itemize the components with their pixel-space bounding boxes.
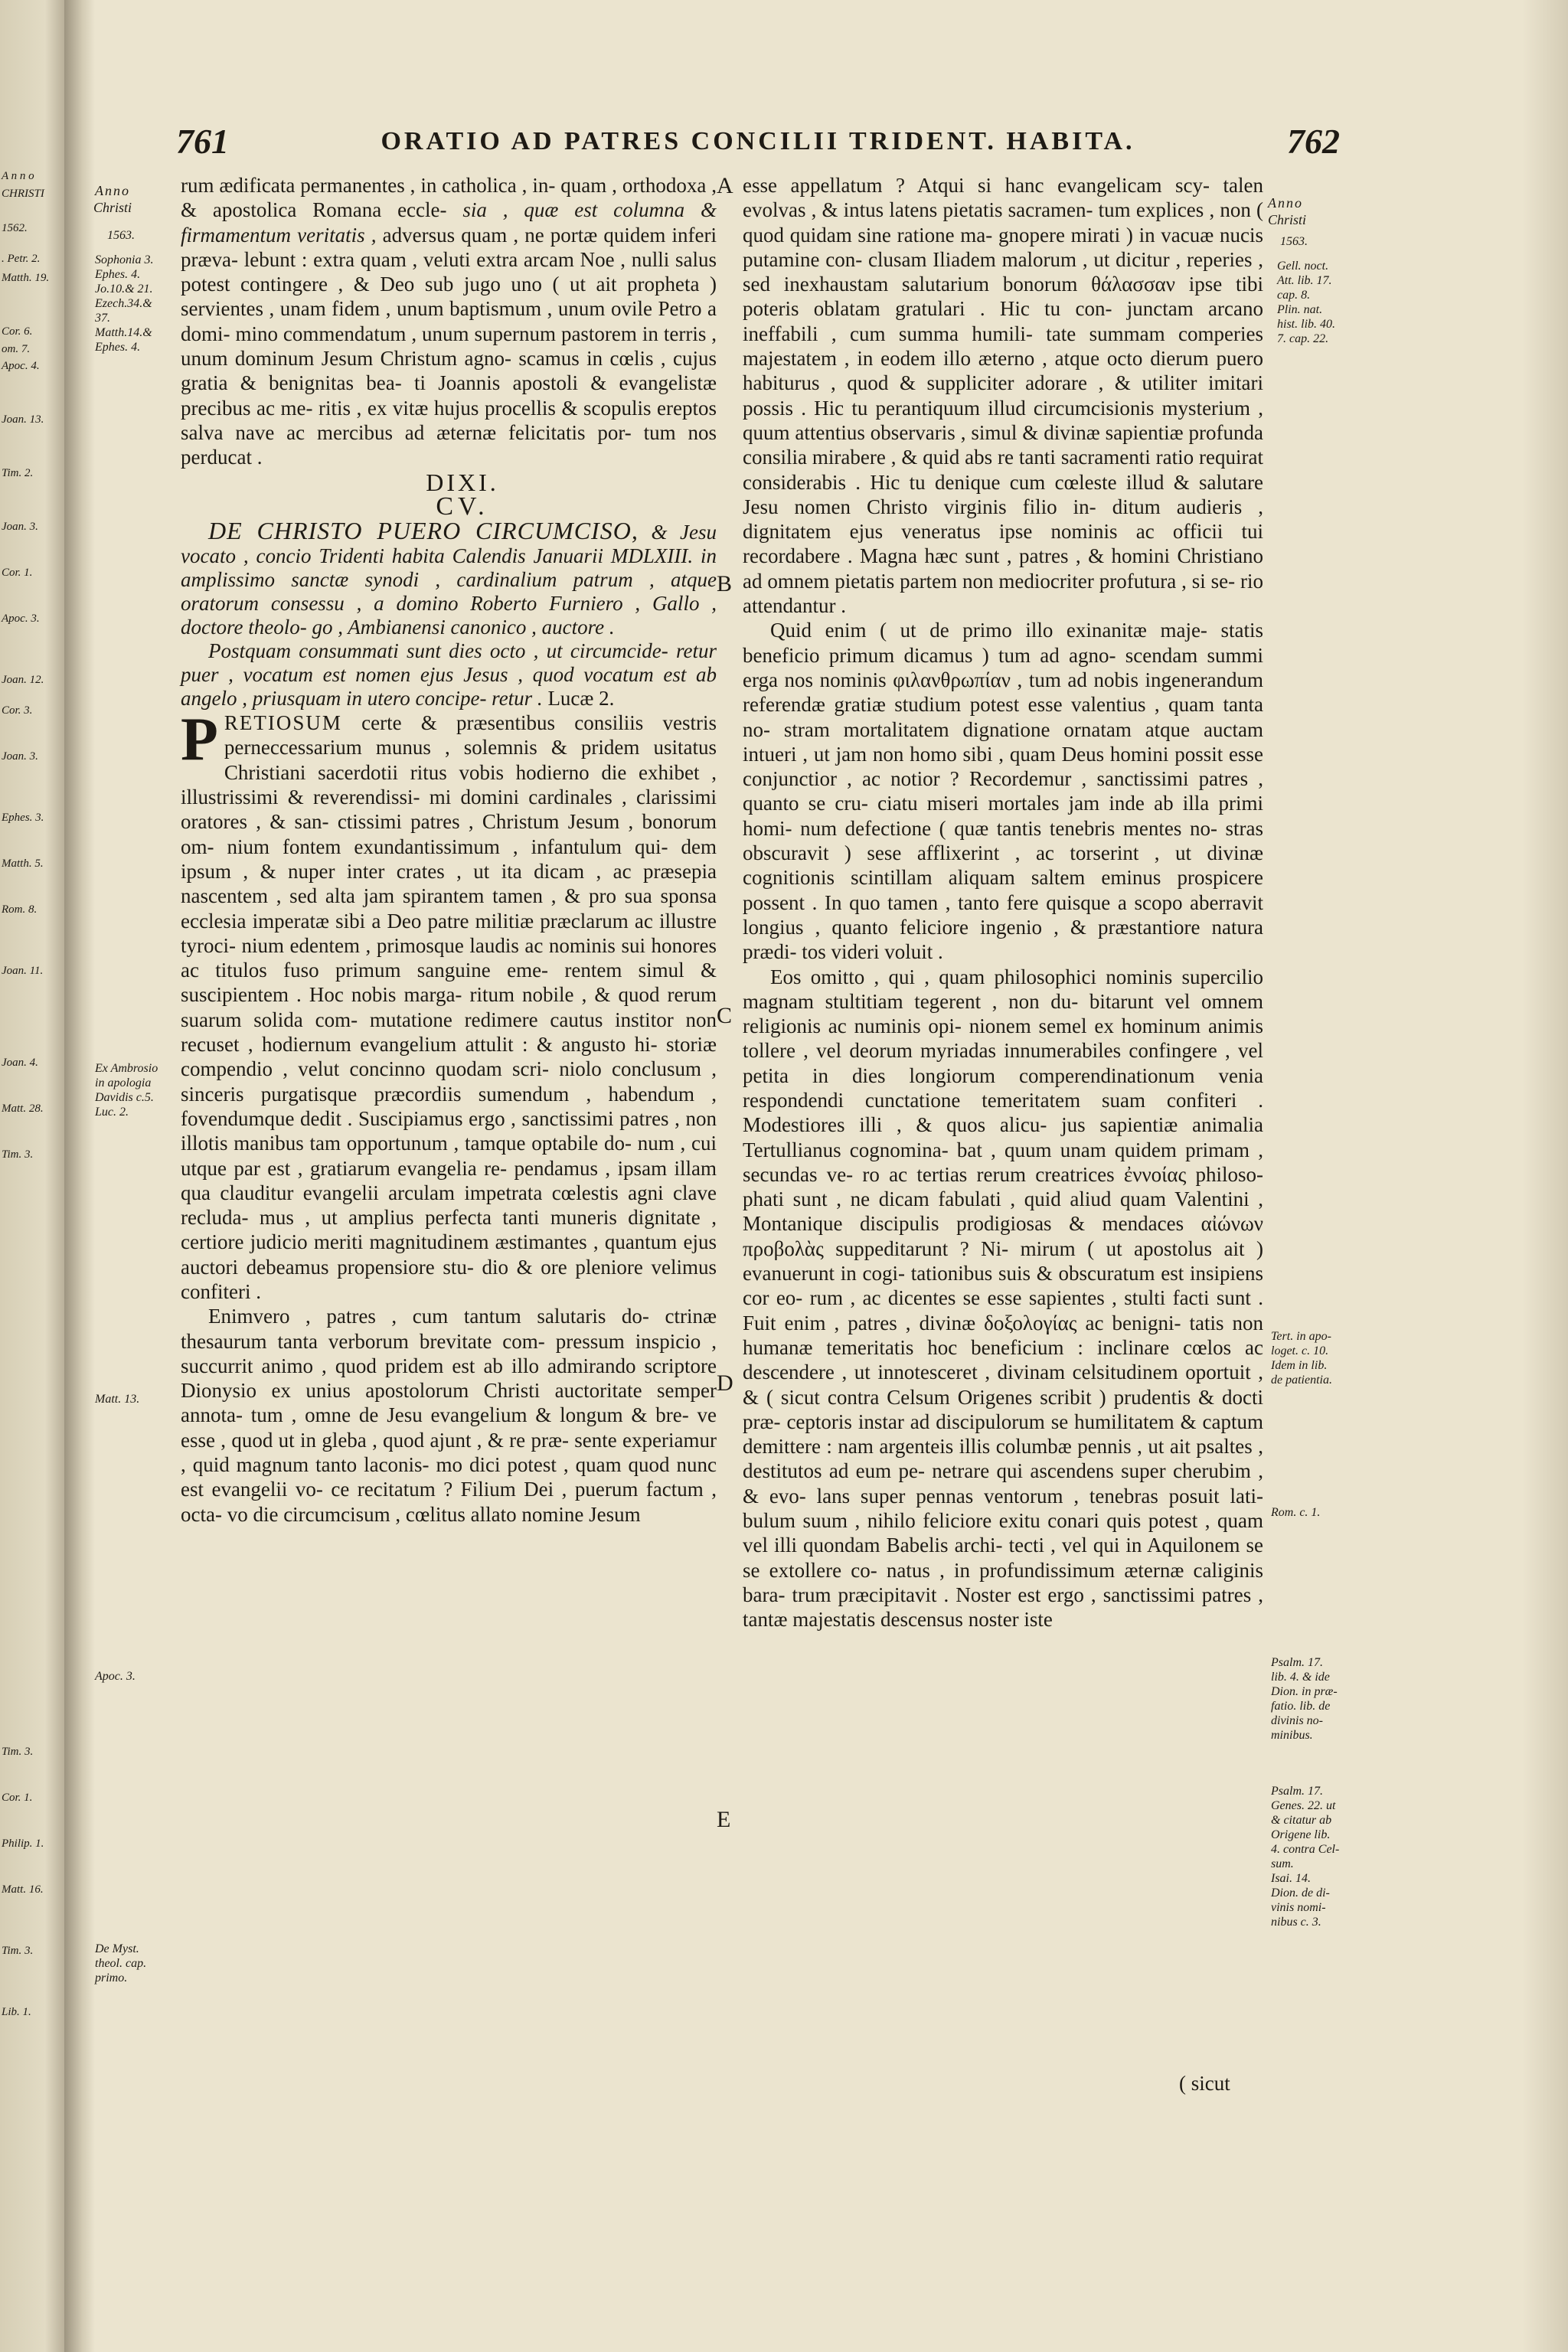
text-line: salva nave ac mercibus ad æternæ felicitatis por-: [181, 420, 632, 444]
text-line: ritis , ex vitæ hujus procellis & scopulis ereptos: [318, 396, 717, 420]
text-line: sia , quæ est columna & firmamentum veritatis ,: [181, 198, 717, 247]
prev-page-fragment: Joan. 12.: [2, 674, 44, 686]
right-column: [743, 173, 1263, 1632]
prev-page-fragment: Tim. 3.: [2, 1148, 34, 1161]
section-number: CV.: [436, 492, 489, 521]
prev-page-fragment: CHRISTI: [2, 188, 44, 200]
sermon-title-rest: & Jesu vocato , concio Tridenti habita Calendis Januarii MDLXIII. in amplissimo sanctæ synodi , cardinalium patrum , atque oratorum consessu , a domino Roberto Furniero , Gallo , doctore theolo- go , Ambianensi canonico , auctore .: [181, 521, 717, 639]
margin-anno-left: Anno: [95, 183, 130, 198]
paragraph-text: certe & præsentibus consiliis vestris perneccessarium munus , solemnis & pridem usitatus Christiani sacerdotii ritus vobis hodierno die exhibet , illustrissimi & reverendissi- mi domini cardinales , clarissimi oratores , & san- ctissimi patres , Christum Jesum , bonorum om- nium fontem exundantissimum , infantulum qui- dem ipsum , & nuper inter crates , ut ita dicam , ac præsepia nascentem , sed alta jam spirantem tamen , & pro sua sponsa ecclesia imperatæ sibi a Deo patre militiæ præclarum ac illustre tyroci- nium edentem , primosque laudis ac nominis sui honores ac titulos fuso primum sanguine eme- rentem simul & suscipientem . Hoc nobis marga- ritum nobile , & quod rerum suarum solida com- mutatione redimere cautus institor non recuset , hodiernum evangelium attulit : & angusto hi- storiæ compendio , velut concinno quodam scri- niolo conclusum , sinceris purgatisque præcordiis sumendum , habendum , fovendumque dedit . Suscipiamus ergo , sanctissimi patres , non illotis manibus tam opportunum , tamque optabile do- num , cui utque par est , gratiarum evangelia re- pendamus , ipsam illam qua clauditur evangelii arculam impetrata cœlestis agni clave recluda- mus , ut amplius perfecta tanti muneris dignitate , certiore judicio meriti magnitudinem æstimantes , quantum ejus auctori debeamus propensiore stu- dio & ore pleniore velimus confiteri .: [181, 711, 717, 1303]
catchword: ( sicut: [1179, 2072, 1230, 2095]
prev-page-fragment: Matth. 19.: [2, 272, 50, 284]
page-edge-shade: [1522, 0, 1568, 2352]
prev-page-fragment: Tim. 2.: [2, 467, 34, 479]
text-line: scamus in cœlis , cujus gratia & benignitas bea-: [181, 347, 717, 395]
prev-page-fragment: Tim. 3.: [2, 1746, 34, 1758]
text-line: mino commendatum , unum supernum pastorem: [235, 322, 637, 345]
margin-ref-dionysius: De Myst. theol. cap. primo.: [95, 1942, 147, 1984]
prev-page-fragment: Rom. 8.: [2, 903, 38, 916]
section-letter-a: A: [717, 173, 733, 198]
sermon-paragraph-1: [181, 706, 717, 1304]
text-line: in terris , unum dominum Jesum Christum agno-: [181, 322, 717, 371]
section-letter-b: B: [717, 571, 733, 596]
text-line: nulli salus potest contingere , & Deo sub jugo: [181, 247, 717, 296]
margin-ref-gellius: Gell. noct. Att. lib. 17. cap. 8. Plin. nat. hist. lib. 40. 7. cap. 22.: [1277, 260, 1336, 345]
text-line: uno ( ut ait propheta ) servientes , unam fidem ,: [181, 273, 717, 321]
text-line: quam , orthodoxa , & apostolica Romana eccle-: [181, 174, 717, 222]
margin-ref-psalm-origen: Psalm. 17. Genes. 22. ut & citatur ab Origene lib. 4. contra Cel- sum. Isai. 14. Dion. de di- vinis nomi- nibus c. 3.: [1271, 1785, 1340, 1929]
prev-page-fragment: Joan. 3.: [2, 750, 38, 763]
prev-page-fragment: Cor. 6.: [2, 325, 33, 338]
continuation-paragraph: [181, 173, 717, 470]
section-letter-d: D: [717, 1370, 733, 1396]
opening-word: RETIOSUM: [224, 711, 342, 735]
prev-page-fragment: 1562.: [2, 222, 28, 234]
gospel-text: Postquam consummati sunt dies octo , ut circumcide- retur puer , vocatum est nomen ejus Jesus , quod vocatum est ab angelo , priusquam in utero concipe- retur .: [181, 639, 717, 710]
gutter-shadow: [64, 0, 95, 2352]
prev-page-fragment: Joan. 13.: [2, 413, 44, 426]
left-column: [181, 173, 717, 1527]
text-line: tum nos perducat .: [181, 420, 717, 469]
prev-page-fragment: Joan. 3.: [2, 521, 38, 533]
prev-page-fragment: Cor. 3.: [2, 704, 33, 717]
prev-page-fragment: Lib. 1.: [2, 2006, 31, 2018]
text-line: unum baptismum , unum ovile Petro a domi-: [181, 297, 717, 345]
prev-page-fragment: Cor. 1.: [2, 567, 33, 579]
text-line: ti Joannis apostoli & evangelistæ precibus ac me-: [181, 371, 717, 420]
prev-page-fragment: Tim. 3.: [2, 1945, 34, 1957]
margin-refs-top: Sophonia 3. Ephes. 4. Jo.10.& 21. Ezech.34.& 37. Matth.14.& Ephes. 4.: [95, 253, 154, 354]
prev-page-fragment: A n n o: [2, 170, 34, 182]
margin-christi-right: Christi: [1268, 212, 1307, 227]
gospel-verse: [181, 639, 717, 710]
prev-page-fragment: Matt. 16.: [2, 1883, 44, 1896]
prev-page-fragment: Apoc. 4.: [2, 360, 40, 372]
dixi-closing: DIXI.: [426, 468, 499, 496]
prev-page-fragment: . Petr. 2.: [2, 253, 41, 265]
text-line: adversus quam , ne portæ quidem inferi præva-: [181, 223, 717, 271]
margin-ref-tertullian: Tert. in apo- loget. c. 10. Idem in lib. de patientia.: [1271, 1330, 1332, 1387]
sermon-title: [181, 519, 717, 639]
running-head: [161, 121, 1355, 167]
gospel-reference: Lucæ 2.: [547, 687, 615, 710]
section-letter-e: E: [717, 1807, 731, 1832]
prev-page-fragment: Philip. 1.: [2, 1838, 44, 1850]
margin-year-left: 1563.: [107, 229, 135, 242]
prev-page-fragment: Joan. 11.: [2, 965, 44, 977]
prev-page-fragment: Ephes. 3.: [2, 812, 44, 824]
page-number-left: 761: [176, 122, 229, 161]
drop-cap-initial: P: [181, 706, 218, 774]
sermon-title-main: DE CHRISTO PUERO CIRCUMCISO,: [208, 517, 639, 545]
running-title: ORATIO AD PATRES CONCILII TRIDENT. HABITA.: [381, 127, 1135, 155]
prev-page-fragment: Apoc. 3.: [2, 612, 40, 625]
margin-ref-romans: Rom. c. 1.: [1271, 1506, 1321, 1519]
prev-page-fragment: Cor. 1.: [2, 1792, 33, 1804]
prev-page-fragment: om. 7.: [2, 343, 31, 355]
text-line: lebunt : extra quam , veluti extra arcam Noe ,: [243, 247, 626, 271]
prev-page-fragment: Matth. 5.: [2, 858, 44, 870]
sermon-paragraph-2: Enimvero , patres , cum tantum salutaris do- ctrinæ thesaurum tanta verborum brevitate com- pressum inspicio , succurrit animo , quod pridem est ab illo admirando scriptore Dionysio ex unius apostolorum Christi auctoritate semper annota- tum , omne de Jesu evangelium & longum & bre- ve esse , quod ut in gleba , quod ajunt , & re præ- sente experiamur , quid magnum tanto laconis- mo dici potest , quam quod nunc est evangelii vo- ce recitatum ? Filium Dei , puerum factum , octa- vo die circumcisum , cœlitus allato nomine Jesum: [181, 1305, 717, 1526]
section-letter-c: C: [717, 1003, 733, 1028]
right-paragraph-3: Eos omitto , qui , quam philosophici nominis supercilio magnam stultitiam tegerent , non du- bitarunt vel omnem religionis ac numinis opi- nionem semel ex hominum animis tollere , vel deorum myriadas innumerabiles confingere , vel petita in dies longiorum comperendinationum venia respondendi cunctatione temeritatem suam confiteri . Modestiores illi , & quos alicu- jus sapientiæ animalia Tertullianus cognomina- bat , quum unam quidem primam , secundas ve- ro ac tertias rerum creatrices ἐννοίας philoso- phati sunt , ne dicam fabulati , quid aliud quam Valentini , Montanique discipulis prodigiosas & mendaces αἰώνων προβολὰς suppeditarunt ? Ni- mirum ( ut apostolus ait ) evanuerunt in cogi- tationibus suis & obscuratum est insipiens cor eo- rum , ac dicentes se esse sapientes , stulti facti sunt . Fuit enim , patres , divinæ δοξολογίας ac benigni- tatis non humanæ temeritatis hoc beneficium : inclinare cœlos ac descendere , ut innotesceret , divinam celsitudinem oportuit , & ( sicut contra Celsum Origenes scribit ) prudentis & docti præ- ceptoris instar ad discipulorum se humilitatem & captum demittere : nam argenteis illis columbæ pennis , ut ait psaltes , destitutos ad eum pe- netrare qui ascendens super cherubim , & evo- lans super pennas ventorum , tenebras posuit lati- bulum suum , nihilo feliciore exitu conari quis potest , quam vel illi quondam Babelis archi- tecti , vel qui in Aquilonem se se extollere co- natus , in profundissimum æternæ caliginis bara- trum præcipitavit . Noster est ergo , sanctissimi patres , tantæ majestatis descensus noster iste: [743, 965, 1263, 1632]
page-number-right: 762: [1287, 122, 1340, 161]
margin-ref-apoc3: Apoc. 3.: [95, 1670, 136, 1683]
margin-ref-ambrose: Ex Ambrosio in apologia Davidis c.5. Luc. 2.: [95, 1062, 158, 1119]
margin-anno-right: Anno: [1268, 195, 1303, 211]
text-line: rum ædificata permanentes , in catholica , in-: [181, 174, 556, 197]
prev-page-fragment: Matt. 28.: [2, 1102, 44, 1115]
previous-page-edge: [0, 0, 64, 2352]
margin-ref-matt13: Matt. 13.: [95, 1393, 140, 1406]
margin-christi-left: Christi: [93, 200, 132, 215]
prev-page-fragment: Joan. 4.: [2, 1057, 38, 1069]
margin-year-right: 1563.: [1280, 235, 1308, 248]
margin-ref-psalm: Psalm. 17. lib. 4. & ide Dion. in præ- fatio. lib. de divinis no- minibus.: [1271, 1656, 1338, 1742]
right-paragraph-2: Quid enim ( ut de primo illo exinanitæ maje- statis beneficio primum dicamus ) tum ad agno- scendam summi erga nos nominis φιλανθρωπίαν , tum ad nobis ingenerandum referendæ gratiæ studium potest esse valentius , quam tanta no- stram mortalitatem dignatione ornatam atque auctam intueri , ut jam non homo sibi , quam Deus homini possit esse conjunctior , ac notior ? Recordemur , sanctissimi patres , quanto se cru- ciatu miseri mortales jam inde ab illa primi homi- num defectione ( quæ tantis tenebris mentes no- stras obscuravit ) sese afflixerint , ac torserint , ut divinæ cognitionis scintillam aliquam saltem eminus prospicere possent . In quo tamen , tanto fere quisque a scopo aberravit longius , quanto feliciore ingenio , & præstantiore natura prædi- tos videri voluit .: [743, 619, 1263, 964]
right-paragraph-1: esse appellatum ? Atqui si hanc evangelicam scy- talen evolvas , & intus latens pietatis sacramen- tum explices , non ( quod quidam sine ratione ma- gnopere mirati ) in vacuæ nucis putamine con- clusam Iliadem malorum , ut dicitur , reperies , sed inexhaustam salutarium bonorum θάλασσαν ipse tibi poteris oblatam gratulari . Hic tu con- junctam arcano ineffabili , cum summa humili- tate summam comperies majestatem , in eodem illo æterno , atque octo dierum puero habiturus , quod & suppliciter adorare , & utiliter imitari possis . Hic tu perantiquum illud circumcisionis mysterium , quum attentius observaris , simul & divinæ sapientiæ profunda consilia mirabere , & quid abs re tanti sacramenti ratio requirat considerabis . Hic tu denique cum cœleste illud & salutare Jesu nomen Christo virginis filio in- ditum audieris , dignitatem ejus veneratus ipse nominis ac officii tui recordabere . Magna hæc sunt , patres , & homini Christiano ad omnem pietatis partem non mediocriter profutura , si se- rio attendantur .: [743, 174, 1263, 618]
